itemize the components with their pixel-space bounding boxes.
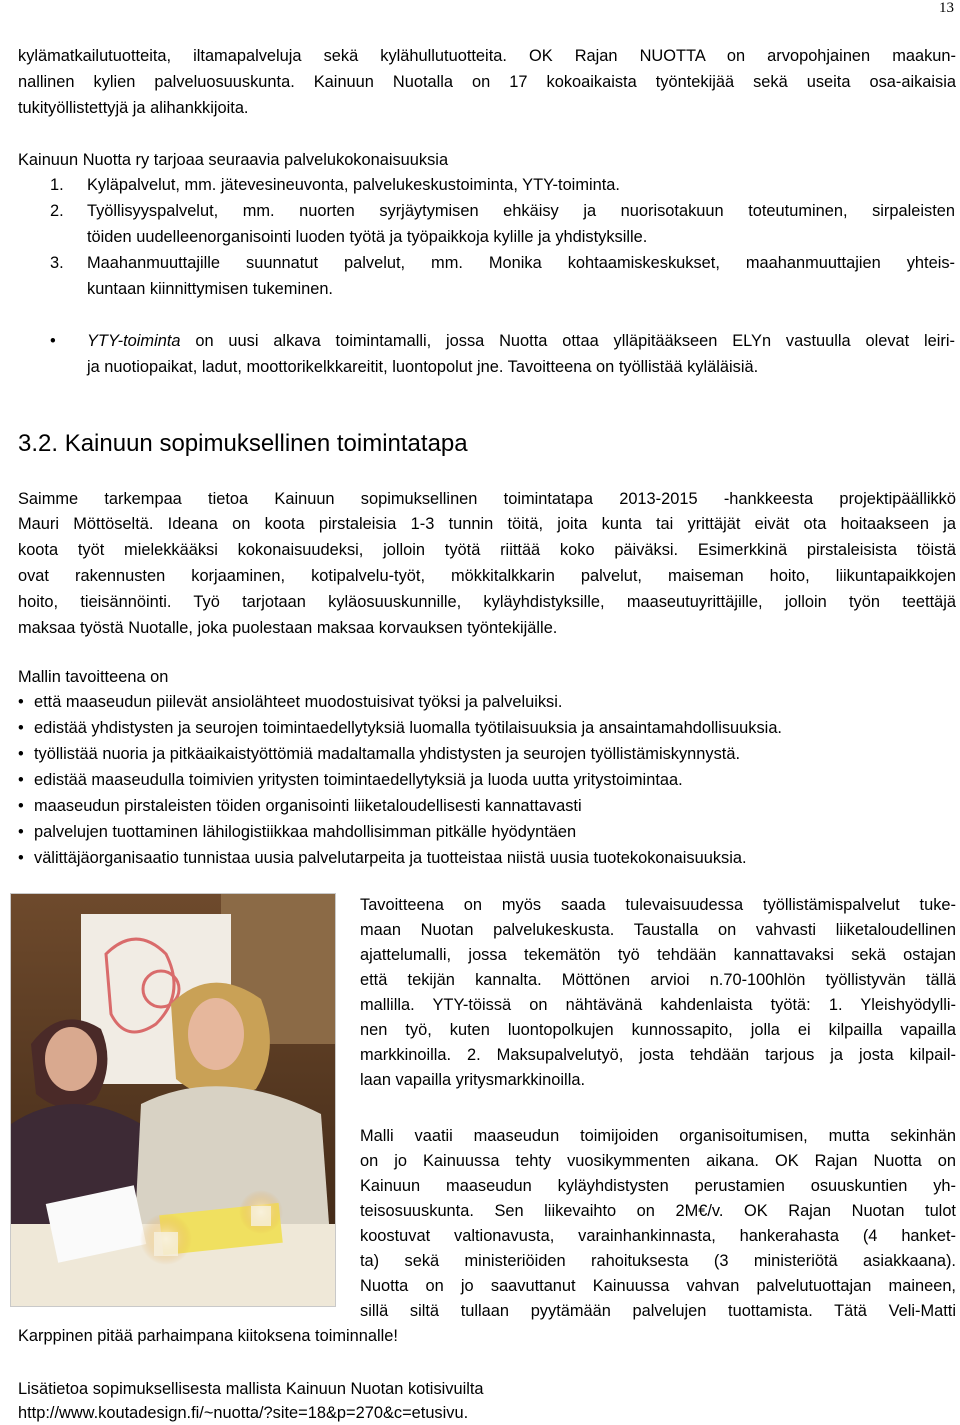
- right-para1-line-5: mallilla. YTY-töissä on nähtävänä kahdenlaista työtä: 1. Yleishyödylli-: [360, 996, 956, 1014]
- yty-line-1: [87, 329, 955, 353]
- right-para2-line-3: Kainuun maaseudun kyläyhdistysten perustamien osuuskuntien yh-: [360, 1177, 956, 1195]
- services-item-2-line-2: töiden uudelleenorganisointi luoden työtä ja työpaikkoja kylille ja yhdistyksille.: [87, 228, 648, 246]
- services-num-2: 2.: [50, 202, 64, 220]
- homepage-link[interactable]: http://www.koutadesign.fi/~nuotta/?site=18&p=270&c=etusivu.: [18, 1404, 469, 1422]
- intro-line-3: tukityöllistettyjä ja alihankkijoita.: [18, 99, 249, 117]
- right-para2-line-5: koostuvat valtionavusta, varainhankinnasta, hankerahasta (4 hanket-: [360, 1227, 956, 1245]
- closing-line: Karppinen pitää parhaimpana kiitoksena toiminnalle!: [18, 1327, 398, 1345]
- goal-item: maaseudun pirstaleisten töiden organisointi liiketaloudellisesti kannattavasti: [34, 797, 582, 815]
- right-para1-line-6: nen työ, kuten luontopolkujen kunnossapito, jolla ei kilpailla vapailla: [360, 1021, 956, 1039]
- right-para2-line-1: Malli vaatii maaseudun toimijoiden organisoitumisen, mutta sekinhän: [360, 1127, 956, 1145]
- right-para1-line-7: markkinoilla. 2. Maksupalvelutyö, josta tehdään tarjous ja josta kilpail-: [360, 1046, 956, 1064]
- services-item-2-line-1: Työllisyyspalvelut, mm. nuorten syrjäytymisen ehkäisy ja nuorisotakuun toteutuminen, sirpaleisten: [87, 202, 955, 220]
- section-paragraph-line-6: maksaa työstä Nuotalle, joka puolestaan maksaa korvauksen työntekijälle.: [18, 619, 558, 637]
- section-paragraph-line-1: Saimme tarkempaa tietoa Kainuun sopimuksellinen toimintatapa 2013-2015 -hankkeesta projektipäällikkö: [18, 490, 956, 508]
- section-paragraph-line-5: hoito, tieisännöinti. Työ tarjotaan kyläosuuskunnille, kyläyhdistyksille, maaseutuyrittäjille, jolloin työn teettäjä: [18, 593, 956, 611]
- right-para2-line-4: teisosuuskunta. Sen liikevaihto on 2M€/v. OK Rajan Nuotan tulot: [360, 1202, 956, 1220]
- footer-info: Lisätietoa sopimuksellisesta mallista Kainuun Nuotan kotisivuilta: [18, 1380, 484, 1398]
- intro-line-1: kylämatkailutuotteita, iltamapalveluja sekä kylähullutuotteita. OK Rajan NUOTTA on arvopohjainen maakun-: [18, 47, 956, 65]
- goal-item: työllistää nuoria ja pitkäaikaistyöttömiä madaltamalla yhdistysten ja seurojen työllistämiskynnystä.: [34, 745, 741, 763]
- section-paragraph-line-3: koota työt mielekkääksi kokonaisuudeksi, jolloin työtä riittää koko päiväksi. Esimerkkinä pirstaleisista töistä: [18, 541, 956, 559]
- section-paragraph-line-2: Mauri Möttöseltä. Ideana on koota pirstaleisia 1-3 tunnin töitä, joita kunta tai yrittäjät eivät ota hoitaakseen ja: [18, 515, 956, 533]
- yty-line-1-rest: on uusi alkava toimintamalli, jossa Nuotta ottaa ylläpitääkseen ELYn vastuulla olevat leiri-: [180, 332, 955, 350]
- right-para1-line-4: että tekijän kannalta. Möttönen arvioi n.70-100hlön työllistyvän tällä: [360, 971, 956, 989]
- goal-bullet: •: [18, 745, 24, 763]
- yty-bullet: •: [50, 332, 56, 350]
- right-para2-line-6: ta) sekä ministeriöiden rahoituksesta (3 ministeriötä asiakkaana).: [360, 1252, 956, 1270]
- right-para1-line-8: laan vapailla yritysmarkkinoilla.: [360, 1071, 586, 1089]
- goal-item: että maaseudun piilevät ansiolähteet muodostuisivat työksi ja palveluiksi.: [34, 693, 563, 711]
- right-para2-line-7: Nuotta on jo saavuttanut Kainuussa vahvan palvelutuottajan maineen,: [360, 1277, 956, 1295]
- goal-item: välittäjäorganisaatio tunnistaa uusia palvelutarpeita ja tuotteistaa niistä uusia tuotekokonaisuuksia.: [34, 849, 747, 867]
- page-number: 13: [939, 0, 954, 16]
- goal-item: edistää maaseudulla toimivien yritysten toimintaedellytyksiä ja luoda uutta yritystoimintaa.: [34, 771, 683, 789]
- goal-bullet: •: [18, 771, 24, 789]
- goal-bullet: •: [18, 823, 24, 841]
- goal-bullet: •: [18, 849, 24, 867]
- goals-intro: Mallin tavoitteena on: [18, 668, 169, 686]
- services-num-3: 3.: [50, 254, 64, 272]
- section-paragraph-line-4: ovat rakennusten korjaaminen, kotipalvelu-työt, mökkitalkkarin palvelut, maiseman hoito, liikuntapaikkojen: [18, 567, 956, 585]
- services-intro: Kainuun Nuotta ry tarjoaa seuraavia palvelukokonaisuuksia: [18, 151, 449, 169]
- right-para1-line-3: ajattelumalli, jossa tekemätön työ tehdään kannattavaksi sekä ostajan: [360, 946, 956, 964]
- meeting-photo-image: [11, 894, 335, 1306]
- services-item-1: Kyläpalvelut, mm. jätevesineuvonta, palvelukeskustoiminta, YTY-toiminta.: [87, 176, 620, 194]
- right-para2-line-2: on jo Kainuussa tehty vuosikymmenten aikana. OK Rajan Nuotta on: [360, 1152, 956, 1170]
- services-num-1: 1.: [50, 176, 64, 194]
- right-para1-line-1: Tavoitteena on myös saada tulevaisuudessa työllistämispalvelut tuke-: [360, 896, 956, 914]
- intro-line-2: nallinen kylien palveluosuuskunta. Kainuun Nuotalla on 17 kokoaikaista työntekijää sekä useita osa-aikaisia: [18, 73, 956, 91]
- goal-bullet: •: [18, 719, 24, 737]
- goal-bullet: •: [18, 797, 24, 815]
- right-para2-line-8: sillä siltä tullaan pyytämään palvelujen tuottamista. Tätä Veli-Matti: [360, 1302, 956, 1320]
- meeting-photo: [10, 893, 336, 1307]
- services-item-3-line-2: kuntaan kiinnittymisen tukeminen.: [87, 280, 333, 298]
- goal-bullet: •: [18, 693, 24, 711]
- yty-line-2: ja nuotiopaikat, ladut, moottorikelkkareitit, luontopolut jne. Tavoitteena on työllistää kyläläisiä.: [87, 358, 759, 376]
- yty-term: YTY-toiminta: [87, 332, 181, 350]
- footer-link-line: [18, 1401, 468, 1425]
- goal-item: palvelujen tuottaminen lähilogistiikkaa mahdollisimman pitkälle hyödyntäen: [34, 823, 577, 841]
- services-item-3-line-1: Maahanmuuttajille suunnatut palvelut, mm. Monika kohtaamiskeskukset, maahanmuuttajien yhteis-: [87, 254, 955, 272]
- section-heading: 3.2. Kainuun sopimuksellinen toimintatapa: [18, 430, 468, 457]
- right-para1-line-2: maan Nuotan palvelukeskusta. Taustalla on vahvasti liiketaloudellinen: [360, 921, 956, 939]
- goal-item: edistää yhdistysten ja seurojen toimintaedellytyksiä luomalla työtilaisuuksia ja ansaintamahdollisuuksia.: [34, 719, 782, 737]
